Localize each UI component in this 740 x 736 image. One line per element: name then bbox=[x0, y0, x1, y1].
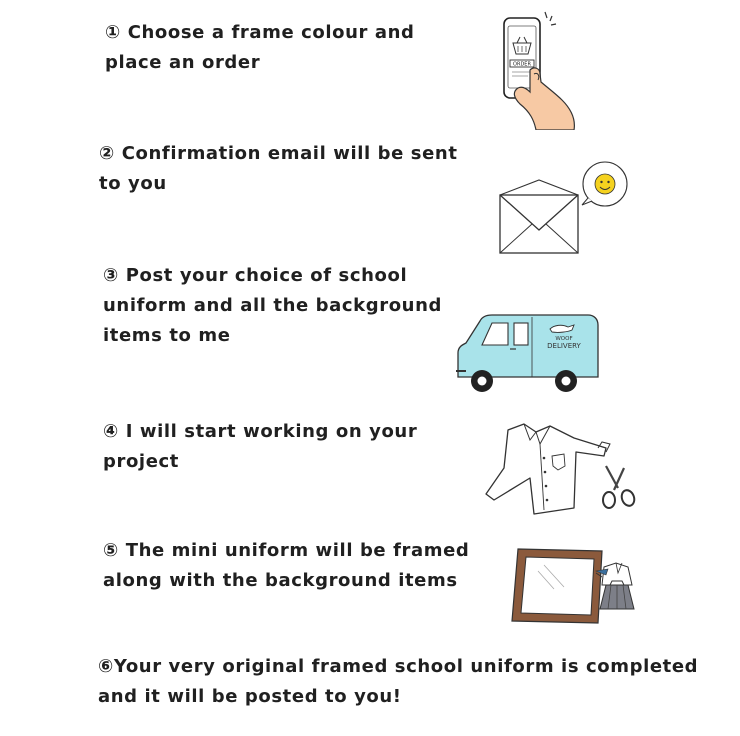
step-2-line-1: ② Confirmation email will be sent bbox=[99, 143, 458, 164]
shirt-scissors-icon bbox=[478, 418, 643, 518]
order-button-label: ORDER bbox=[513, 61, 531, 68]
step-3-line-2: uniform and all the background bbox=[103, 295, 442, 316]
step-1-line-1: ① Choose a frame colour and bbox=[105, 22, 415, 43]
step-5-line-2: along with the background items bbox=[103, 570, 458, 591]
delivery-van-icon bbox=[452, 305, 600, 397]
step-4-text bbox=[103, 417, 417, 477]
framed-uniform-icon bbox=[508, 545, 643, 625]
step-2-line-2: to you bbox=[99, 173, 167, 194]
step-2-text bbox=[99, 139, 458, 199]
step-6-line-2: and it will be posted to you! bbox=[98, 686, 402, 707]
step-4-line-2: project bbox=[103, 451, 179, 472]
step-6-line-1: ⑥Your very original framed school uniform is completed bbox=[98, 656, 699, 677]
envelope-smiley-icon bbox=[492, 160, 632, 260]
step-3-line-3: items to me bbox=[103, 325, 231, 346]
phone-order-icon bbox=[490, 8, 580, 130]
step-1-line-2: place an order bbox=[105, 52, 261, 73]
step-4-line-1: ④ I will start working on your bbox=[103, 421, 418, 442]
step-3-line-1: ③ Post your choice of school bbox=[103, 265, 408, 286]
step-1-text bbox=[105, 18, 415, 78]
step-3-text bbox=[103, 261, 442, 351]
step-6-text bbox=[98, 652, 698, 712]
step-5-text bbox=[103, 536, 469, 596]
van-label-small: WOOF bbox=[555, 336, 573, 342]
step-5-line-1: ⑤ The mini uniform will be framed bbox=[103, 540, 470, 561]
van-label-big: DELIVERY bbox=[547, 342, 581, 350]
